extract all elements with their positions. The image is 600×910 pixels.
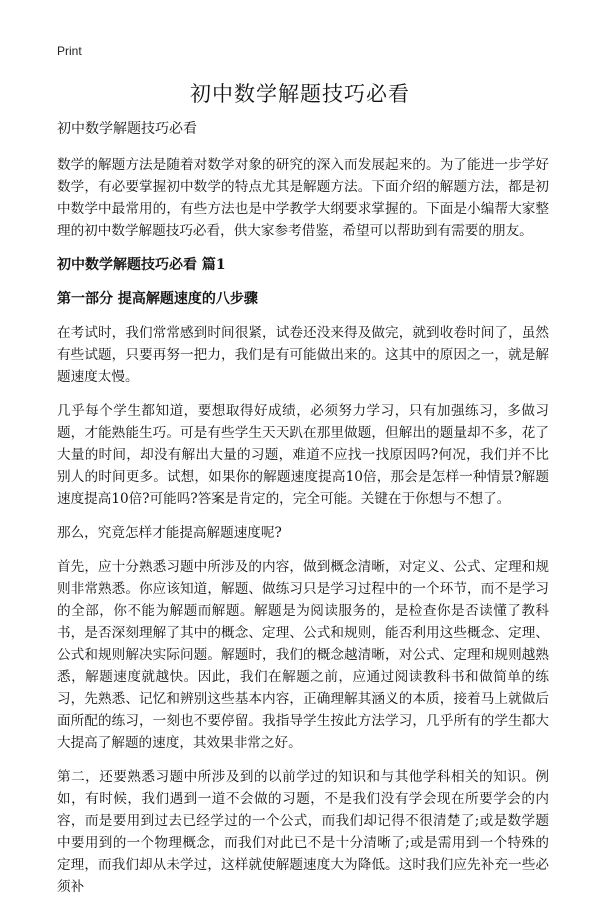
part-heading: 第一部分 提高解题速度的八步骤	[57, 291, 258, 307]
document-body	[57, 118, 549, 910]
intro-paragraph: 数学的解题方法是随着对数学对象的研究的深入而发展起来的。为了能进一步学好数学，有必要掌握初中数学的特点尤其是解题方法。下面介绍的解题方法，都是初中数学中最常用的，有些方法也是中学教学大纲要求掌握的。下面是小编帮大家整理的初中数学解题技巧必看，供大家参考借鉴，希望可以帮助到有需要的朋友。	[57, 157, 549, 239]
section-heading: 初中数学解题技巧必看 篇1	[57, 257, 226, 273]
print-label: Print	[57, 44, 82, 58]
body-paragraph: 第二，还要熟悉习题中所涉及到的以前学过的知识和与其他学科相关的知识。例如，有时候，我们遇到一道不会做的习题，不是我们没有学会现在所要学会的内容，而是要用到过去已经学过的一个公式，而我们却记得不很清楚了;或是数学题中要用到的一个物理概念，而我们对此已不是十分清晰了;或是需用到一个特殊的定理，而我们却从未学过，这样就使解题速度大为降低。这时我们应先补充一些必须补	[57, 769, 549, 895]
body-paragraph: 首先，应十分熟悉习题中所涉及的内容，做到概念清晰，对定义、公式、定理和规则非常熟悉。你应该知道，解题、做练习只是学习过程中的一个环节，而不是学习的全部，你不能为解题而解题。解题是为阅读服务的，是检查你是否读懂了教科书，是否深刻理解了其中的概念、定理、公式和规则，能否利用这些概念、定理、公式和规则解决实际问题。解题时，我们的概念越清晰，对公式、定理和规则越熟悉，解题速度就越快。因此，我们在解题之前，应通过阅读教科书和做简单的练习，先熟悉、记忆和辨别这些基本内容，正确理解其涵义的本质，接着马上就做后面所配的练习，一刻也不要停留。我指导学生按此方法学习，几乎所有的学生都大大提高了解题的速度，其效果非常之好。	[57, 559, 549, 751]
document-title: 初中数学解题技巧必看	[190, 82, 410, 106]
body-paragraph: 在考试时，我们常常感到时间很紧，试卷还没来得及做完，就到收卷时间了，虽然有些试题，只要再努一把力，我们是有可能做出来的。这其中的原因之一，就是解题速度太慢。	[57, 325, 549, 385]
document-subtitle: 初中数学解题技巧必看	[57, 121, 197, 137]
body-paragraph: 那么，究竟怎样才能提高解题速度呢?	[57, 525, 282, 541]
body-paragraph: 几乎每个学生都知道，要想取得好成绩，必须努力学习，只有加强练习，多做习题，才能熟能生巧。可是有些学生天天趴在那里做题，但解出的题量却不多，花了大量的时间，却没有解出大量的习题，难道不应找一找原因吗?何况，我们并不比别人的时间更多。试想，如果你的解题速度提高10倍，那会是怎样一种情景?解题速度提高10倍?可能吗?答案是肯定的，完全可能。关键在于你想与不想了。	[57, 403, 549, 507]
